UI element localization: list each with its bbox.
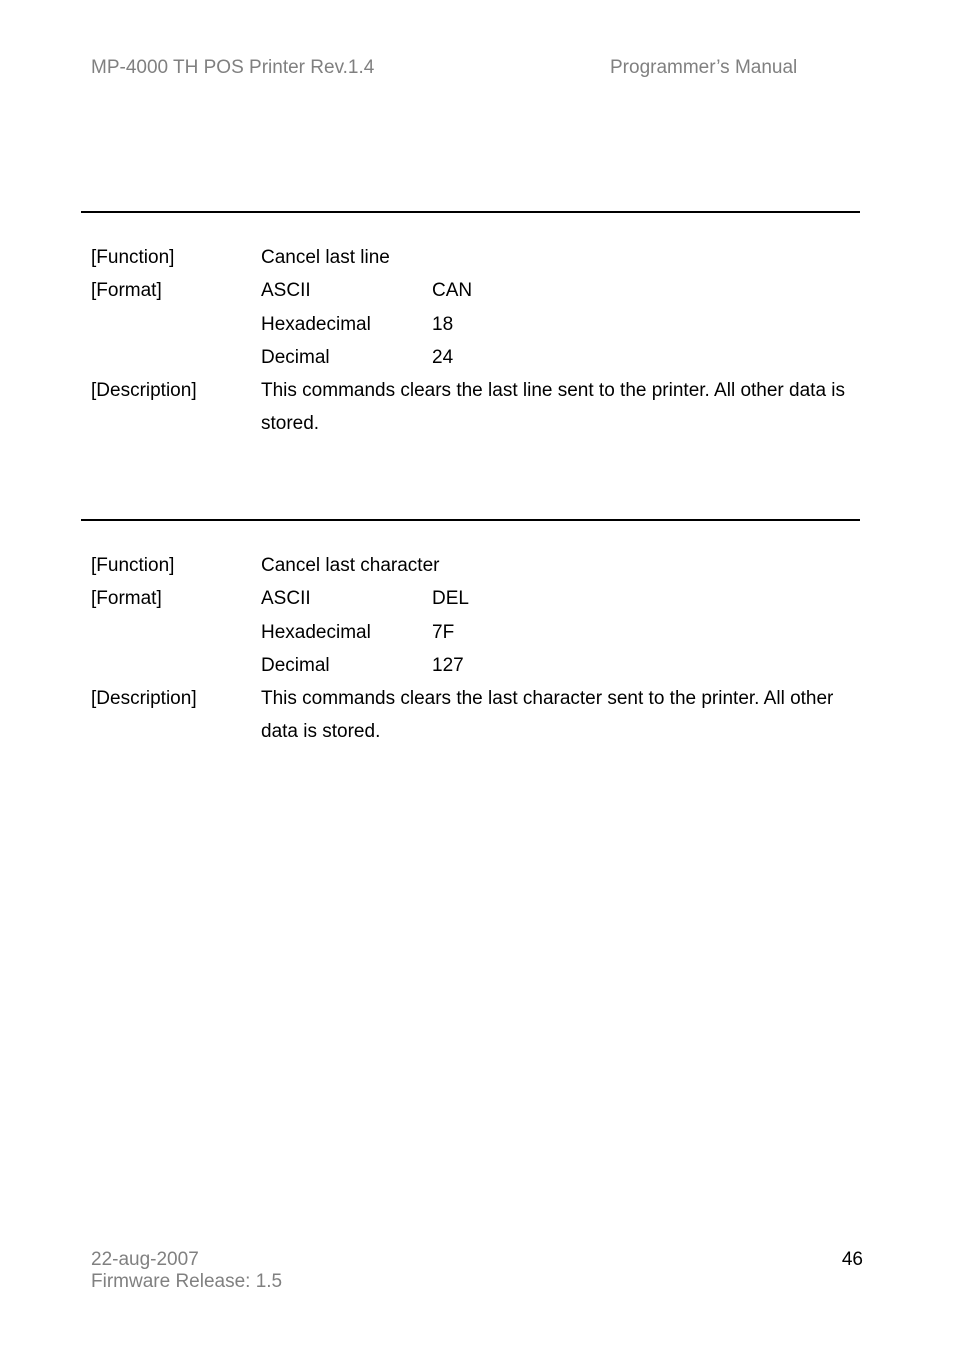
format-value: CAN	[432, 280, 473, 302]
format-label: [Format]	[91, 588, 162, 610]
header-manual-title: Programmer’s Manual	[610, 57, 798, 78]
page-number: 46	[841, 1249, 863, 1270]
format-value: 18	[432, 313, 454, 335]
format-row-ascii	[91, 274, 866, 307]
format-row-decimal	[91, 341, 866, 374]
description-row	[91, 682, 866, 749]
description-label: [Description]	[91, 380, 197, 402]
description-text: This commands clears the last character sent to the printer. All other data is stored.	[261, 688, 834, 743]
format-row-decimal	[91, 649, 866, 682]
function-value: Cancel last line	[261, 247, 390, 268]
format-row-hex	[91, 308, 866, 341]
function-row	[91, 549, 866, 582]
format-value: 7F	[432, 621, 455, 643]
section-divider	[81, 211, 860, 213]
function-label: [Function]	[91, 247, 175, 268]
format-value: 127	[432, 654, 464, 676]
format-type: Hexadecimal	[261, 621, 371, 643]
format-value: DEL	[432, 588, 469, 610]
format-type: Decimal	[261, 654, 330, 676]
description-text: This commands clears the last line sent to the printer. All other data is stored.	[261, 380, 846, 435]
description-label: [Description]	[91, 688, 197, 710]
command-section-can	[91, 241, 866, 441]
format-label: [Format]	[91, 280, 162, 302]
description-row	[91, 374, 866, 441]
function-label: [Function]	[91, 555, 175, 576]
format-type: ASCII	[261, 280, 311, 302]
footer-date: 22-aug-2007	[91, 1249, 199, 1270]
section-divider	[81, 519, 860, 521]
header-document-title: MP-4000 TH POS Printer Rev.1.4	[91, 57, 375, 78]
format-type: Decimal	[261, 346, 330, 368]
format-row-ascii	[91, 582, 866, 615]
command-section-del	[91, 549, 866, 749]
format-row-hex	[91, 616, 866, 649]
format-type: ASCII	[261, 588, 311, 610]
function-value: Cancel last character	[261, 555, 440, 576]
function-row	[91, 241, 866, 274]
format-type: Hexadecimal	[261, 313, 371, 335]
footer-firmware-release: Firmware Release: 1.5	[91, 1271, 283, 1292]
format-value: 24	[432, 346, 454, 368]
